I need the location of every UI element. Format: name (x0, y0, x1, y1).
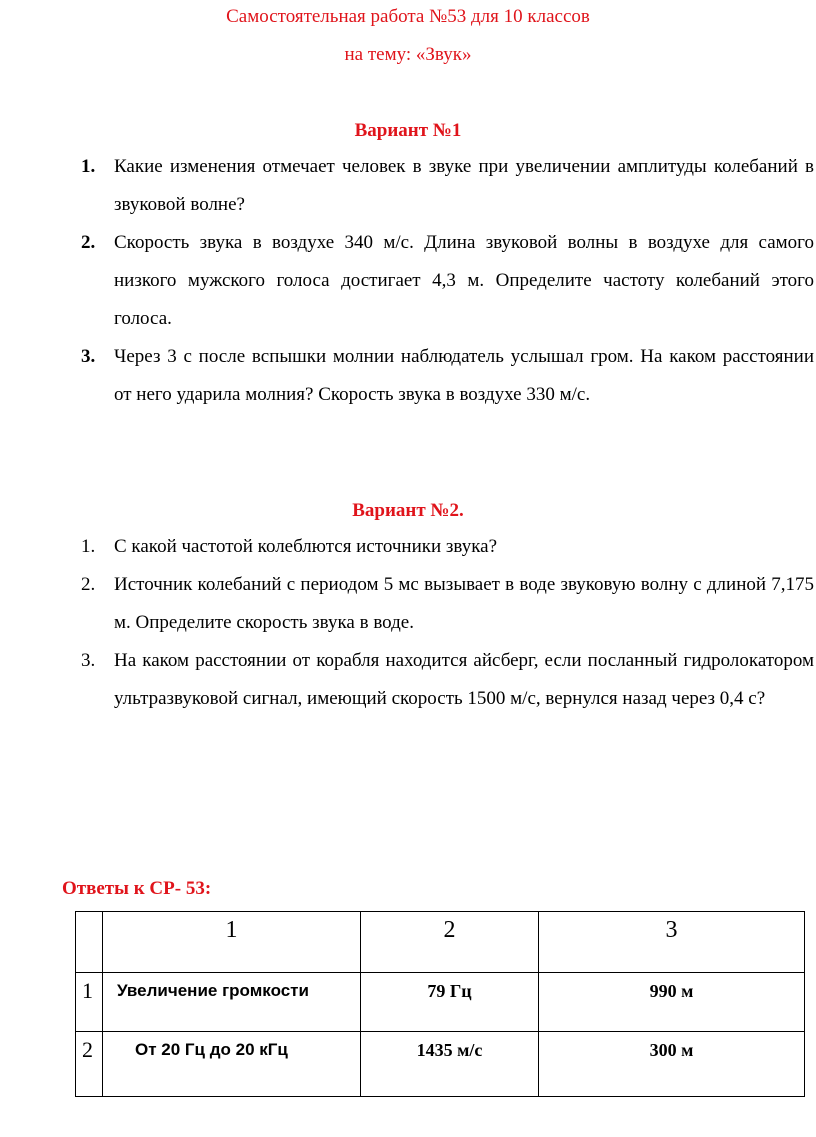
header-cell-2: 2 (361, 912, 539, 973)
answer-cell (539, 1032, 805, 1097)
variant1-question-list (0, 148, 816, 414)
document-subtitle: на тему: «Звук» (344, 44, 472, 65)
answer-cell (103, 1032, 361, 1097)
variant1-question-3 (0, 338, 816, 414)
table-row (76, 973, 805, 1032)
question-number: 2. (81, 574, 96, 595)
answers-heading: Ответы к СР- 53: (62, 878, 212, 899)
question-text: С какой частотой колеблются источники звука? (114, 536, 498, 557)
variant1-question-2 (0, 224, 816, 338)
question-number: 2. (81, 232, 96, 253)
row-number: 2 (76, 1032, 103, 1097)
answer-text: 1435 м/с (416, 1040, 483, 1060)
variant1-question-1 (0, 148, 816, 224)
question-text: Источник колебаний с периодом 5 мс вызывает в воде звуковую волну с длиной 7,175 м. Определите скорость звука в воде. (114, 574, 814, 633)
row-number: 1 (76, 973, 103, 1032)
variant2-question-list (0, 528, 816, 718)
question-number: 3. (81, 346, 96, 367)
question-text: Скорость звука в воздухе 340 м/с. Длина звуковой волны в воздухе для самого низкого мужского голоса достигает 4,3 м. Определите частоту колебаний этого голоса. (114, 232, 814, 329)
variant2-heading: Вариант №2. (352, 500, 464, 521)
answer-text: 300 м (649, 1040, 694, 1060)
answer-cell (361, 973, 539, 1032)
variant2-question-3 (0, 642, 816, 718)
question-number: 1. (81, 156, 96, 177)
answer-text: 990 м (649, 981, 694, 1001)
header-cell-empty (76, 912, 103, 973)
question-text: На каком расстоянии от корабля находится айсберг, если посланный гидролокатором ультразвуковой сигнал, имеющий скорость 1500 м/с, вернулся назад через 0,4 с? (114, 650, 814, 709)
answer-text: От 20 Гц до 20 кГц (135, 1040, 288, 1059)
answer-cell (361, 1032, 539, 1097)
answer-cell (539, 973, 805, 1032)
question-text: Какие изменения отмечает человек в звуке при увеличении амплитуды колебаний в звуковой волне? (114, 156, 814, 215)
table-header-row (76, 912, 805, 973)
table-row (76, 1032, 805, 1097)
answers-table (75, 911, 805, 1097)
document-title: Самостоятельная работа №53 для 10 классов (226, 6, 590, 27)
question-number: 3. (81, 650, 96, 671)
answer-text: Увеличение громкости (117, 981, 309, 1000)
answer-text: 79 Гц (427, 981, 472, 1001)
variant2-question-2 (0, 566, 816, 642)
question-text: Через 3 с после вспышки молнии наблюдатель услышал гром. На каком расстоянии от него ударила молния? Скорость звука в воздухе 330 м/с. (114, 346, 814, 405)
header-cell-1: 1 (103, 912, 361, 973)
question-number: 1. (81, 536, 96, 557)
header-cell-3: 3 (539, 912, 805, 973)
variant1-heading: Вариант №1 (354, 120, 462, 141)
variant2-question-1 (0, 528, 816, 566)
answer-cell (103, 973, 361, 1032)
